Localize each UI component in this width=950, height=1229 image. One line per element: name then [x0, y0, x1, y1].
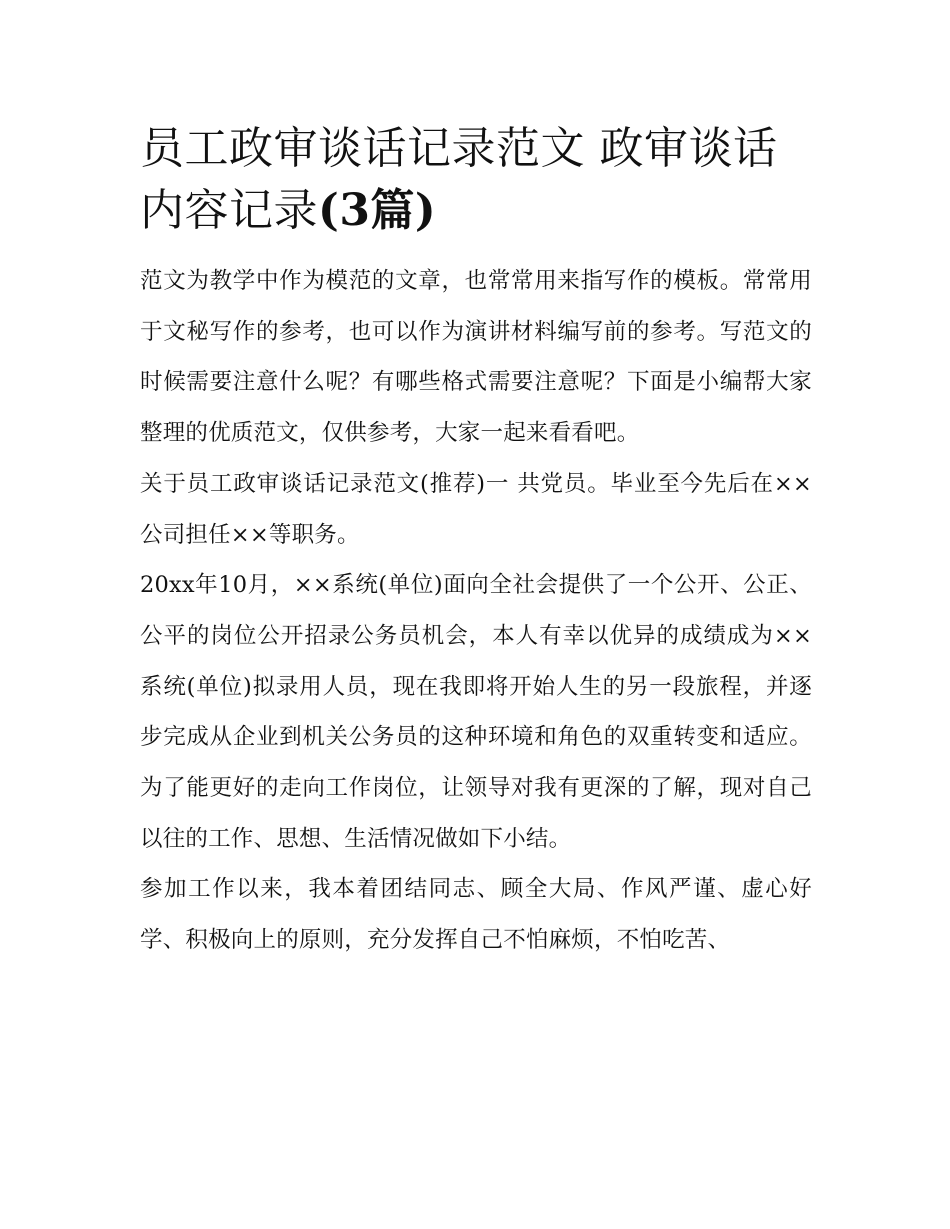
title-main: 员工政审谈话记录范文 政审谈话内容记录 [140, 123, 778, 236]
paragraph-intro: 范文为教学中作为模范的文章，也常常用来指写作的模板。常常用于文秘写作的参考，也可以作为演讲材料编写前的参考。写范文的时候需要注意什么呢？有哪些格式需要注意呢？下面是小编帮大家整理的优质范文，仅供参考，大家一起来看看吧。 [140, 268, 812, 447]
document-body [140, 118, 812, 966]
document-title [140, 118, 812, 242]
title-count: (3篇) [318, 185, 437, 236]
paragraph-work: 参加工作以来，我本着团结同志、顾全大局、作风严谨、虚心好学、积极向上的原则，充分发挥自己不怕麻烦，不怕吃苦、 [140, 876, 812, 954]
paragraph-heading: 关于员工政审谈话记录范文(推荐)一 共党员。毕业至今先后在××公司担任××等职务。 [140, 470, 812, 548]
paragraph-recruitment: 20xx年10月，××系统(单位)面向全社会提供了一个公开、公正、公平的岗位公开招录公务员机会，本人有幸以优异的成绩成为××系统(单位)拟录用人员，现在我即将开始人生的另一段旅程，并逐步完成从企业到机关公务员的这种环境和角色的双重转变和适应。为了能更好的走向工作岗位，让领导对我有更深的了解，现对自己以往的工作、思想、生活情况做如下小结。 [140, 572, 812, 852]
